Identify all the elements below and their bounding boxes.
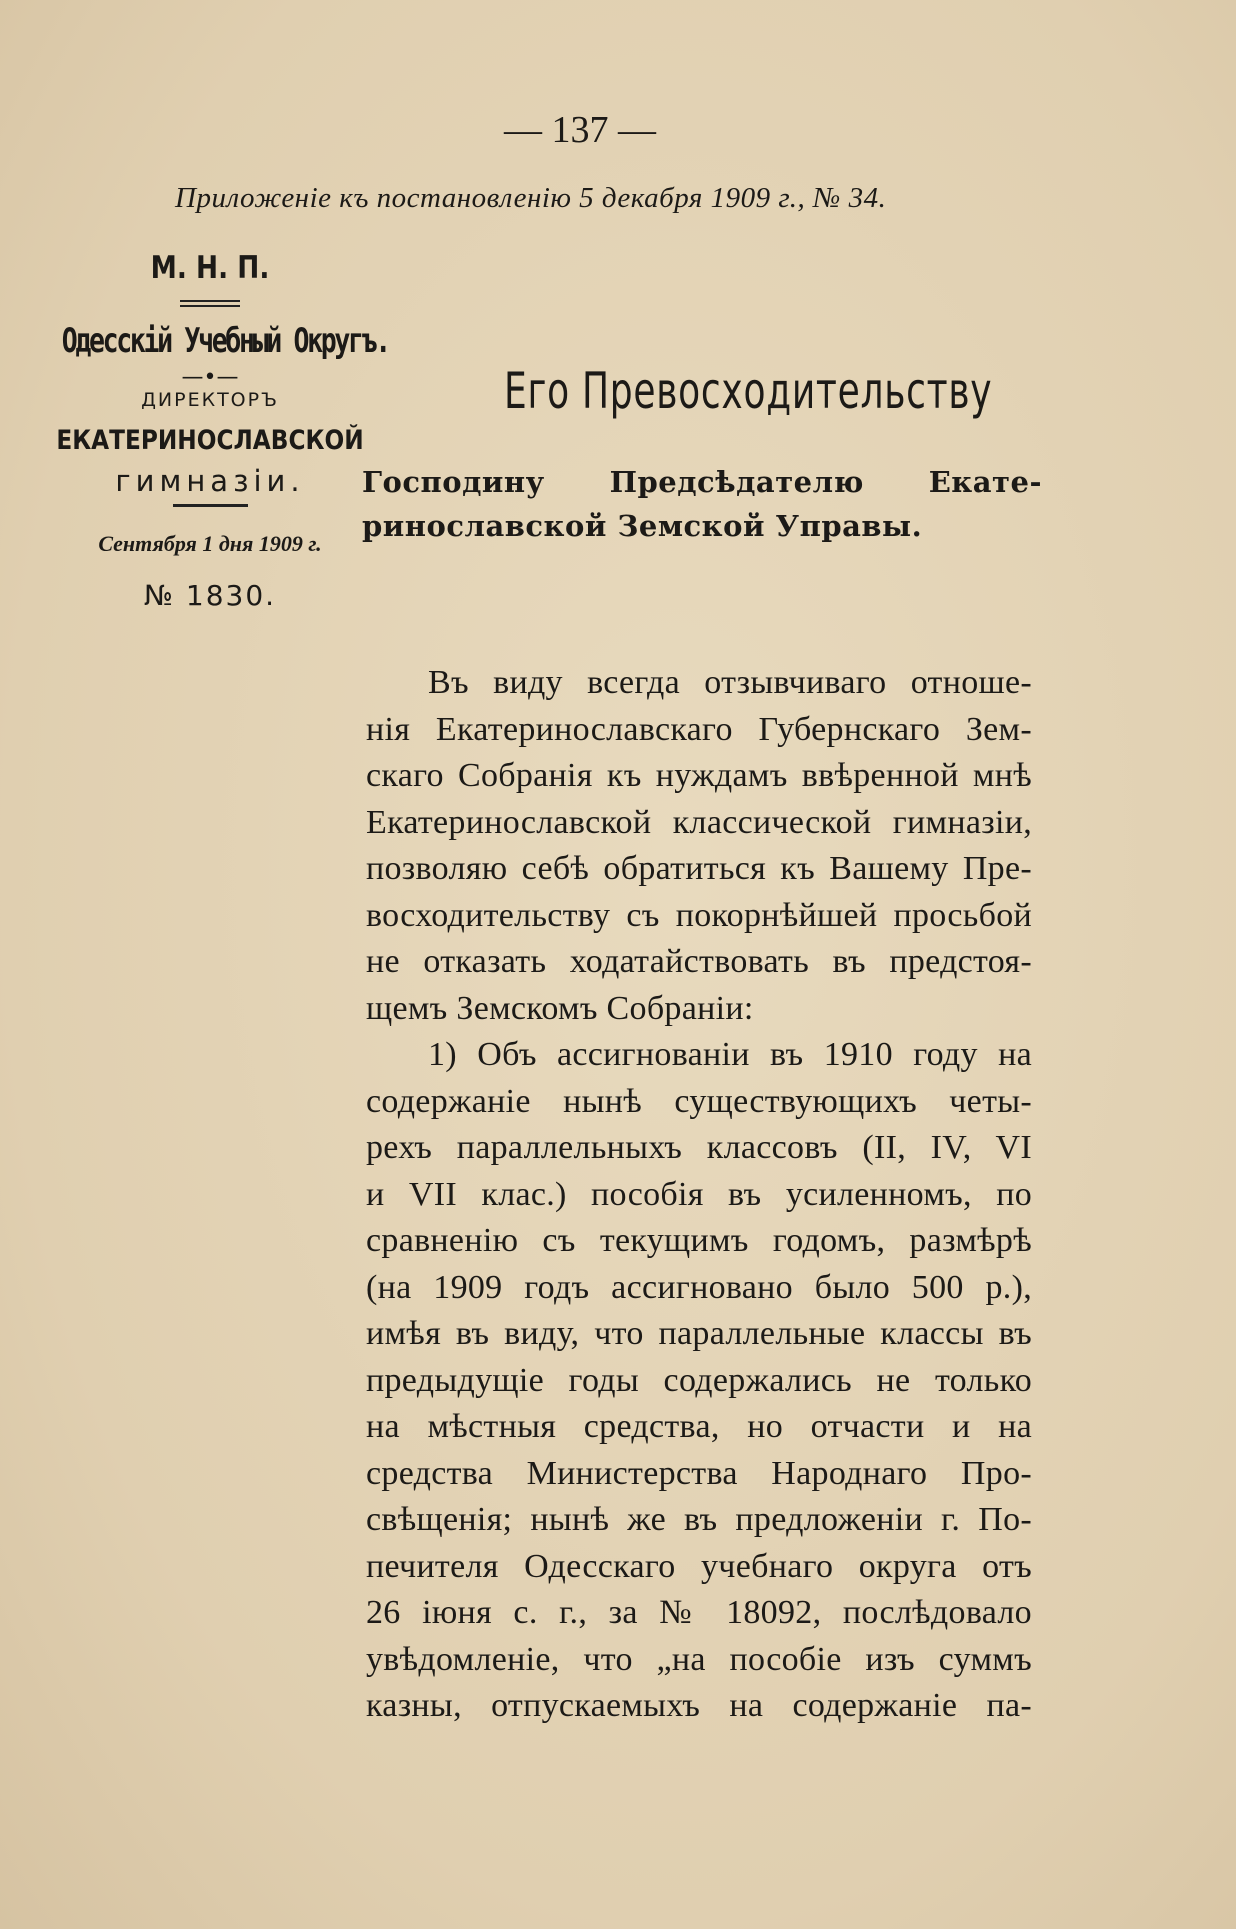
double-rule-divider bbox=[180, 300, 240, 307]
gymnasium-name: ЕКАТЕРИНОСЛАВСКОЙ bbox=[56, 425, 364, 456]
body-line: увѣдомленіе, что „на пособіе изъ суммъ bbox=[366, 1640, 1032, 1678]
rule-divider bbox=[173, 504, 248, 507]
letter-number: № 1830. bbox=[143, 579, 277, 612]
body-line: печителя Одесскаго учебнаго округа отъ bbox=[366, 1547, 1032, 1585]
body-line: на мѣстныя средства, но отчасти и на bbox=[366, 1408, 1032, 1445]
body-line: не отказать ходатайствовать въ предстоя- bbox=[366, 943, 1032, 980]
body-line: рехъ параллельныхъ классовъ (II, IV, VI bbox=[366, 1129, 1032, 1166]
body-line: предыдущіе годы содержались не только bbox=[366, 1361, 1032, 1399]
body-line: щемъ Земскомъ Собраніи: bbox=[366, 989, 754, 1027]
gymnasium-word: гимназіи. bbox=[115, 464, 305, 498]
appendix-note: Приложеніе къ постановленію 5 декабря 1909 г., № 34. bbox=[175, 182, 887, 214]
addressee-line: Господину Предсѣдателю Екате- bbox=[362, 465, 1042, 499]
addressee-subtitle bbox=[362, 460, 1042, 548]
educational-district: Одесскій Учебный Округъ. bbox=[61, 321, 389, 361]
letter-body bbox=[366, 660, 1032, 1730]
body-line: восходительству съ покорнѣйшей просьбой bbox=[366, 896, 1032, 934]
body-line: (на 1909 годъ ассигновано было 500 р.), bbox=[366, 1268, 1032, 1306]
ministry-abbreviation: М. Н. П. bbox=[150, 250, 270, 286]
body-line: казны, отпускаемыхъ на содержаніе па- bbox=[366, 1687, 1032, 1724]
body-line: скаго Собранія къ нуждамъ ввѣренной мнѣ bbox=[366, 757, 1032, 794]
page-number: — 137 — bbox=[504, 109, 656, 151]
body-line: сравненію съ текущимъ годомъ, размѣрѣ bbox=[366, 1222, 1032, 1259]
addressee-title: Его Превосходительству bbox=[504, 362, 993, 420]
body-line: позволяю себѣ обратиться къ Вашему Пре- bbox=[366, 850, 1032, 887]
body-line: имѣя въ виду, что параллельные классы въ bbox=[366, 1315, 1032, 1352]
body-line: Въ виду всегда отзывчиваго отноше- bbox=[428, 664, 1032, 701]
body-line: 26 іюня с. г., за № 18092, послѣдовало bbox=[366, 1594, 1032, 1631]
body-line: нія Екатеринославскаго Губернскаго Зем- bbox=[366, 710, 1032, 748]
body-line: и VII клас.) пособія въ усиленномъ, по bbox=[366, 1175, 1032, 1213]
addressee-line: ринославской Земской Управы. bbox=[362, 509, 923, 543]
body-line: содержаніе нынѣ существующихъ четы- bbox=[366, 1082, 1032, 1120]
body-line: средства Министерства Народнаго Про- bbox=[366, 1454, 1032, 1492]
body-line: Екатеринославской классической гимназіи, bbox=[366, 803, 1032, 841]
letter-date: Сентября 1 дня 1909 г. bbox=[98, 531, 322, 556]
body-line: свѣщенія; нынѣ же въ предложеніи г. По- bbox=[366, 1501, 1032, 1538]
body-line: 1) Объ ассигнованіи въ 1910 году на bbox=[428, 1036, 1032, 1073]
ornament-divider: —•— bbox=[181, 365, 239, 390]
letterhead bbox=[56, 250, 389, 612]
director-label: ДИРЕКТОРЪ bbox=[141, 389, 279, 411]
